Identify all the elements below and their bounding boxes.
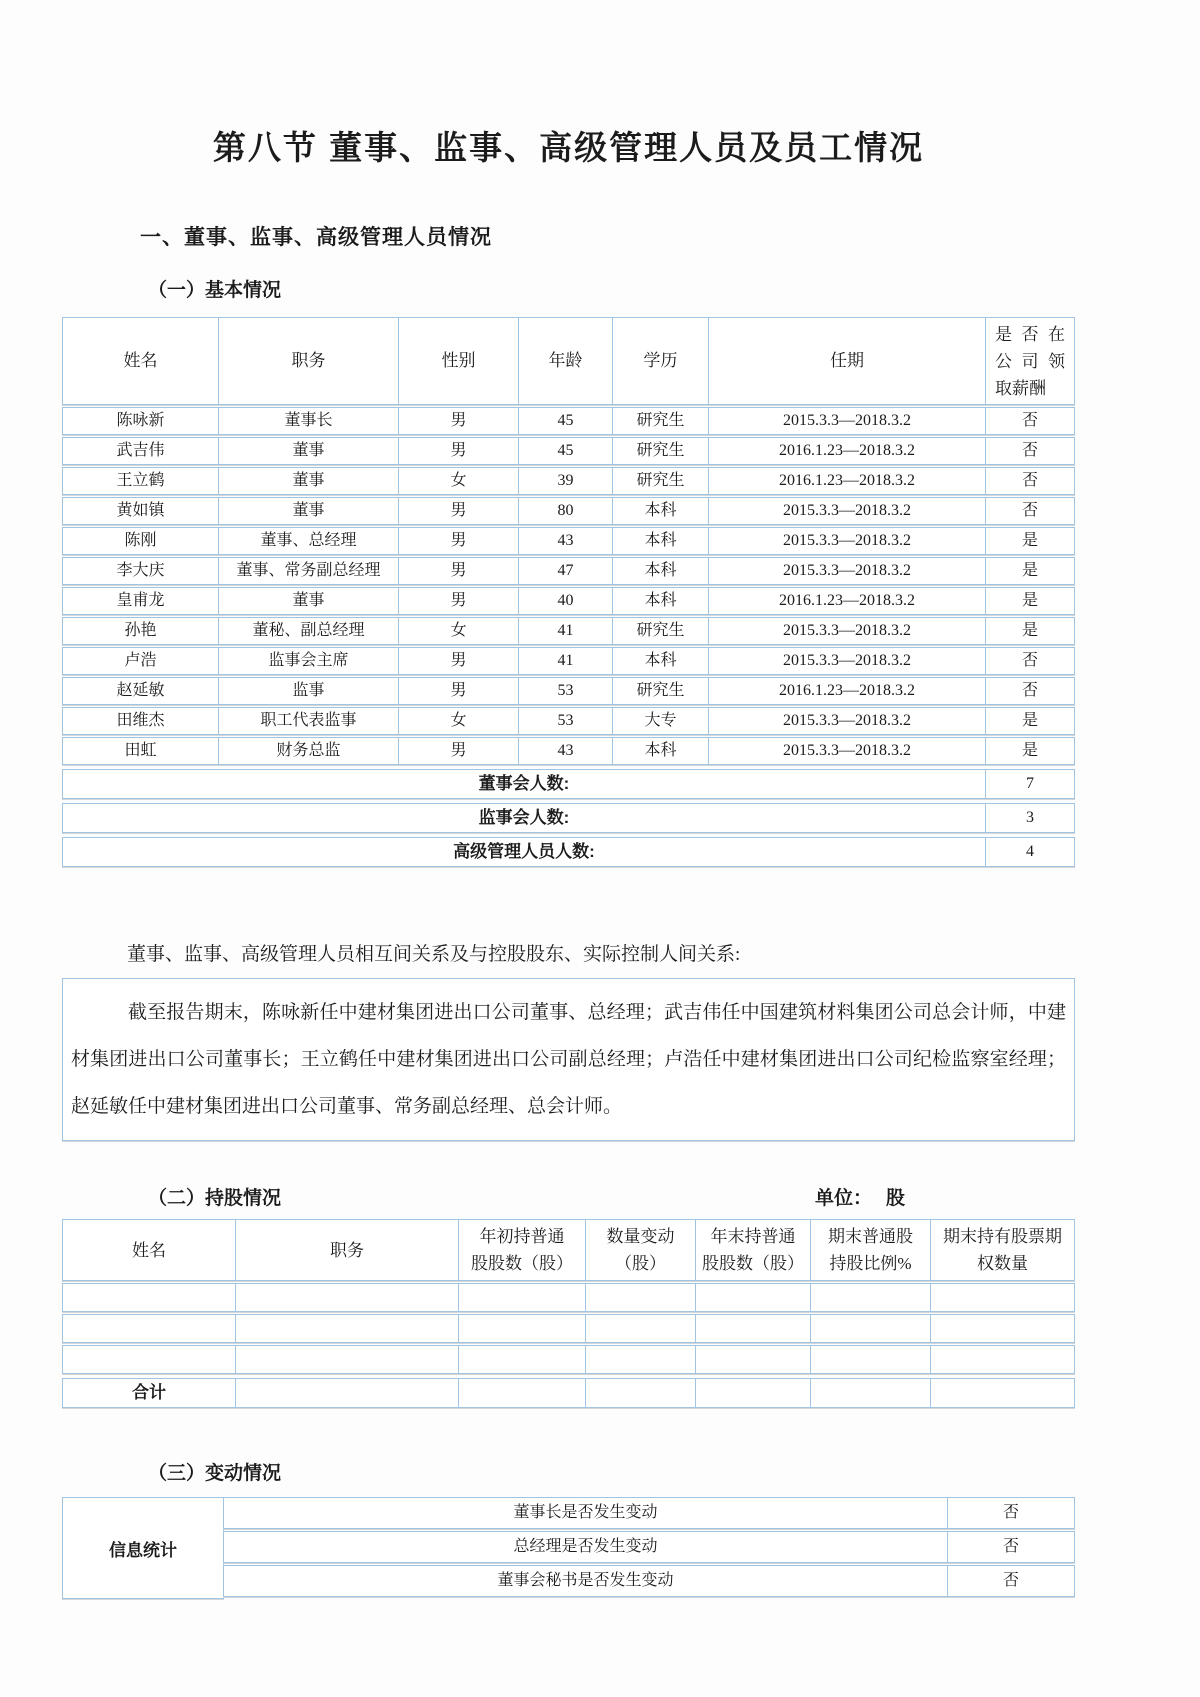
cell-name: 李大庆 <box>63 558 219 584</box>
empty-cell <box>236 1315 459 1342</box>
cell-gender: 男 <box>399 498 519 524</box>
summary-row <box>62 803 1075 833</box>
empty-cell <box>931 1315 1074 1342</box>
header-name: 姓名 <box>63 318 219 404</box>
cell-term: 2015.3.3—2018.3.2 <box>709 648 986 674</box>
cell-gender: 男 <box>399 738 519 764</box>
cell-education: 研究生 <box>613 438 709 464</box>
cell-gender: 男 <box>399 558 519 584</box>
table-row <box>62 467 1075 495</box>
cell-paid: 否 <box>1021 682 1038 699</box>
header-shares-begin <box>459 1220 586 1280</box>
cell-age: 45 <box>519 408 613 434</box>
cell-name: 皇甫龙 <box>63 588 219 614</box>
subsection-holding-heading: （二）持股情况 <box>148 1188 282 1209</box>
summary-value: 4 <box>1026 843 1034 860</box>
empty-cell <box>459 1379 586 1407</box>
cell-education: 研究生 <box>613 468 709 494</box>
table-row <box>62 497 1075 525</box>
cell-age: 47 <box>519 558 613 584</box>
cell-term: 2015.3.3—2018.3.2 <box>709 618 986 644</box>
cell-age: 41 <box>519 618 613 644</box>
total-label: 合计 <box>63 1379 236 1407</box>
cell-term: 2016.1.23—2018.3.2 <box>709 438 986 464</box>
header-age: 年龄 <box>519 318 613 404</box>
table-row <box>62 407 1075 435</box>
header-line: 年末持普通 <box>710 1227 796 1246</box>
change-answer: 否 <box>1002 1538 1019 1555</box>
cell-education: 大专 <box>613 708 709 734</box>
basic-table-header-row <box>62 317 1075 405</box>
holding-table-header-row <box>62 1219 1075 1281</box>
cell-paid: 否 <box>1021 502 1038 519</box>
cell-education: 本科 <box>613 558 709 584</box>
summary-label: 董事会人数: <box>63 770 986 798</box>
cell-education: 研究生 <box>613 678 709 704</box>
cell-name: 黄如镇 <box>63 498 219 524</box>
change-answer: 否 <box>1002 1572 1019 1589</box>
cell-paid: 否 <box>1021 412 1038 429</box>
table-row <box>62 587 1075 615</box>
empty-cell <box>459 1346 586 1373</box>
holding-heading-row <box>62 1183 1075 1209</box>
cell-paid: 是 <box>1021 742 1038 759</box>
relationship-text-box: 截至报告期末，陈咏新任中建材集团进出口公司董事、总经理；武吉伟任中国建筑材料集团公司总会计师，中建材集团进出口公司董事长；王立鹤任中建材集团进出口公司副总经理；卢浩任中建材集团进出口公司纪检监察室经理；赵延敏任中建材集团进出口公司董事、常务副总经理、总会计师。 <box>62 978 1075 1141</box>
cell-name: 王立鹤 <box>63 468 219 494</box>
cell-position: 职工代表监事 <box>219 708 399 734</box>
empty-cell <box>696 1346 811 1373</box>
unit-value: 股 <box>886 1188 906 1209</box>
empty-cell <box>586 1315 696 1342</box>
cell-term: 2016.1.23—2018.3.2 <box>709 588 986 614</box>
empty-cell <box>63 1346 236 1373</box>
header-salary <box>986 318 1074 404</box>
cell-education: 本科 <box>613 528 709 554</box>
header-line: 权数量 <box>977 1254 1028 1273</box>
cell-gender: 女 <box>399 708 519 734</box>
cell-paid: 否 <box>1021 652 1038 669</box>
cell-age: 53 <box>519 678 613 704</box>
cell-age: 43 <box>519 528 613 554</box>
cell-education: 本科 <box>613 588 709 614</box>
unit-label-text: 单位： <box>815 1188 873 1209</box>
cell-position: 监事会主席 <box>219 648 399 674</box>
change-question: 总经理是否发生变动 <box>224 1532 948 1562</box>
empty-row <box>62 1314 1075 1343</box>
cell-position: 财务总监 <box>219 738 399 764</box>
header-salary-line: 是否在 <box>995 324 1065 344</box>
header-line: 股股数（股） <box>471 1254 573 1273</box>
header-salary-line: 公司领 <box>995 351 1065 371</box>
empty-row <box>62 1283 1075 1312</box>
change-table-rows <box>223 1497 1075 1599</box>
subsection-basic-heading: （一）基本情况 <box>148 280 282 301</box>
empty-cell <box>696 1284 811 1311</box>
cell-paid: 是 <box>1021 622 1038 639</box>
cell-gender: 男 <box>399 588 519 614</box>
header-line: 职务 <box>330 1240 364 1260</box>
cell-position: 董秘、副总经理 <box>219 618 399 644</box>
cell-age: 45 <box>519 438 613 464</box>
header-change <box>586 1220 696 1280</box>
cell-gender: 男 <box>399 408 519 434</box>
header-position <box>236 1220 459 1280</box>
change-table-row-header: 信息统计 <box>62 1497 224 1599</box>
cell-position: 董事、总经理 <box>219 528 399 554</box>
cell-paid: 是 <box>1021 562 1038 579</box>
header-salary-lines <box>995 321 1065 402</box>
cell-name: 卢浩 <box>63 648 219 674</box>
change-table <box>62 1497 1075 1599</box>
table-row <box>62 677 1075 705</box>
cell-gender: 男 <box>399 678 519 704</box>
summary-value: 3 <box>1026 809 1034 826</box>
summary-label: 高级管理人员人数: <box>63 838 986 866</box>
cell-name: 陈刚 <box>63 528 219 554</box>
cell-age: 80 <box>519 498 613 524</box>
empty-cell <box>236 1379 459 1407</box>
cell-position: 董事 <box>219 468 399 494</box>
cell-age: 41 <box>519 648 613 674</box>
cell-paid: 是 <box>1021 712 1038 729</box>
change-question: 董事长是否发生变动 <box>224 1498 948 1528</box>
cell-term: 2015.3.3—2018.3.2 <box>709 528 986 554</box>
header-line: 年初持普通 <box>479 1227 565 1246</box>
header-salary-line: 取薪酬 <box>995 378 1046 398</box>
header-line: 姓名 <box>132 1240 166 1260</box>
header-term: 任期 <box>709 318 986 404</box>
cell-gender: 男 <box>399 648 519 674</box>
header-line: （股） <box>615 1254 666 1273</box>
cell-term: 2015.3.3—2018.3.2 <box>709 708 986 734</box>
empty-cell <box>586 1346 696 1373</box>
empty-cell <box>931 1346 1074 1373</box>
cell-position: 董事 <box>219 438 399 464</box>
cell-term: 2015.3.3—2018.3.2 <box>709 738 986 764</box>
empty-cell <box>696 1315 811 1342</box>
cell-name: 田维杰 <box>63 708 219 734</box>
summary-row <box>62 769 1075 799</box>
empty-cell <box>63 1284 236 1311</box>
cell-name: 陈咏新 <box>63 408 219 434</box>
cell-education: 研究生 <box>613 618 709 644</box>
change-answer: 否 <box>1002 1504 1019 1521</box>
section-heading: 一、董事、监事、高级管理人员情况 <box>140 226 492 249</box>
empty-cell <box>63 1315 236 1342</box>
table-row <box>62 527 1075 555</box>
cell-term: 2015.3.3—2018.3.2 <box>709 408 986 434</box>
cell-gender: 男 <box>399 438 519 464</box>
total-row <box>62 1378 1075 1408</box>
cell-position: 监事 <box>219 678 399 704</box>
cell-name: 赵延敏 <box>63 678 219 704</box>
header-line: 数量变动 <box>606 1227 675 1246</box>
table-row <box>62 557 1075 585</box>
page-content <box>62 0 1075 1599</box>
cell-position: 董事长 <box>219 408 399 434</box>
empty-cell <box>586 1284 696 1311</box>
change-row <box>223 1531 1075 1563</box>
cell-education: 本科 <box>613 498 709 524</box>
table-row <box>62 707 1075 735</box>
cell-education: 本科 <box>613 738 709 764</box>
cell-age: 43 <box>519 738 613 764</box>
header-ratio <box>811 1220 931 1280</box>
empty-cell <box>696 1379 811 1407</box>
cell-term: 2016.1.23—2018.3.2 <box>709 468 986 494</box>
cell-gender: 女 <box>399 468 519 494</box>
cell-age: 40 <box>519 588 613 614</box>
empty-cell <box>931 1379 1074 1407</box>
cell-position: 董事 <box>219 588 399 614</box>
cell-paid: 否 <box>1021 442 1038 459</box>
unit-label <box>815 1183 905 1210</box>
cell-position: 董事 <box>219 498 399 524</box>
cell-term: 2015.3.3—2018.3.2 <box>709 558 986 584</box>
change-question: 董事会秘书是否发生变动 <box>224 1566 948 1596</box>
empty-cell <box>811 1284 931 1311</box>
cell-gender: 男 <box>399 528 519 554</box>
empty-cell <box>931 1284 1074 1311</box>
cell-education: 本科 <box>613 648 709 674</box>
cell-name: 武吉伟 <box>63 438 219 464</box>
table-row <box>62 437 1075 465</box>
empty-cell <box>236 1346 459 1373</box>
header-line: 股股数（股） <box>702 1254 804 1273</box>
header-line: 期末持有股票期 <box>943 1227 1062 1246</box>
holding-table <box>62 1219 1075 1408</box>
relationship-label: 董事、监事、高级管理人员相互间关系及与控股股东、实际控制人间关系: <box>127 944 741 965</box>
header-gender: 性别 <box>399 318 519 404</box>
cell-paid: 是 <box>1021 592 1038 609</box>
header-line: 持股比例% <box>829 1254 912 1273</box>
cell-name: 孙艳 <box>63 618 219 644</box>
empty-cell <box>586 1379 696 1407</box>
empty-cell <box>811 1315 931 1342</box>
cell-position: 董事、常务副总经理 <box>219 558 399 584</box>
table-row <box>62 617 1075 645</box>
cell-name: 田虹 <box>63 738 219 764</box>
cell-gender: 女 <box>399 618 519 644</box>
header-position: 职务 <box>219 318 399 404</box>
header-line: 期末普通股 <box>828 1227 913 1246</box>
header-name <box>63 1220 236 1280</box>
change-row <box>223 1565 1075 1597</box>
cell-age: 53 <box>519 708 613 734</box>
empty-row <box>62 1345 1075 1374</box>
cell-age: 39 <box>519 468 613 494</box>
empty-cell <box>811 1379 931 1407</box>
summary-value: 7 <box>1026 775 1034 792</box>
table-row <box>62 647 1075 675</box>
header-education: 学历 <box>613 318 709 404</box>
cell-paid: 否 <box>1021 472 1038 489</box>
subsection-change-heading: （三）变动情况 <box>148 1463 282 1484</box>
cell-paid: 是 <box>1021 532 1038 549</box>
empty-cell <box>811 1346 931 1373</box>
header-options <box>931 1220 1074 1280</box>
cell-education: 研究生 <box>613 408 709 434</box>
empty-cell <box>459 1315 586 1342</box>
page-title: 第八节 董事、监事、高级管理人员及员工情况 <box>212 129 925 166</box>
empty-cell <box>236 1284 459 1311</box>
summary-label: 监事会人数: <box>63 804 986 832</box>
cell-term: 2016.1.23—2018.3.2 <box>709 678 986 704</box>
cell-term: 2015.3.3—2018.3.2 <box>709 498 986 524</box>
empty-cell <box>459 1284 586 1311</box>
summary-row <box>62 837 1075 867</box>
table-row <box>62 737 1075 765</box>
change-row <box>223 1497 1075 1529</box>
basic-info-table <box>62 317 1075 867</box>
header-shares-end <box>696 1220 811 1280</box>
